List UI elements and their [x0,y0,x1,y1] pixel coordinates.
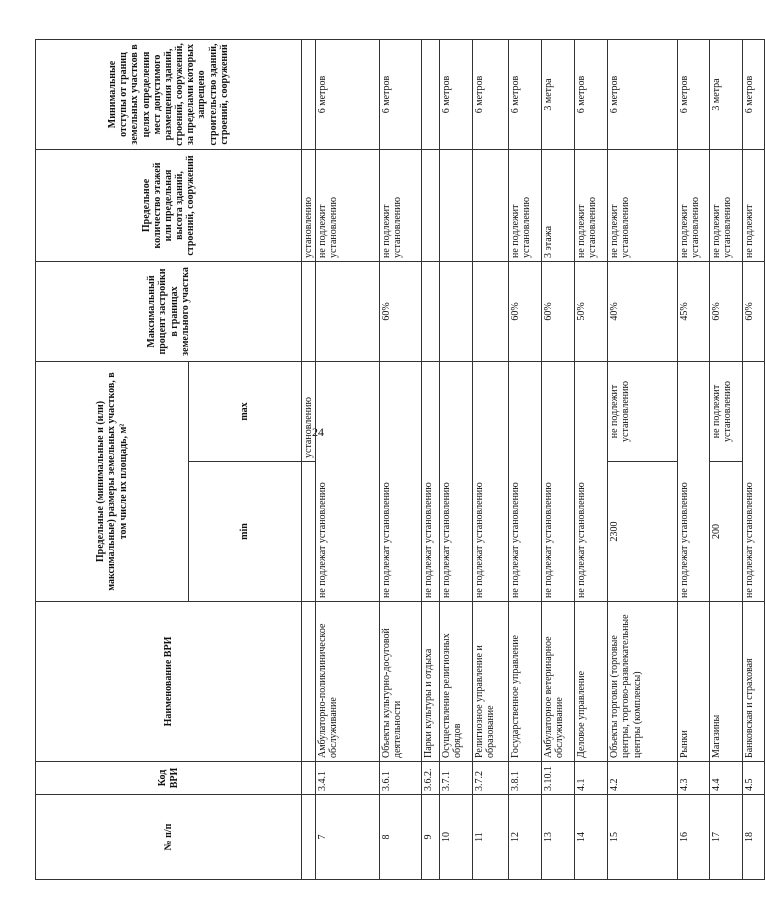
vri-name: Осуществление религиозных обрядов [440,602,473,762]
floors-limit [473,149,509,261]
header-name: Наименование ВРИ [36,602,302,762]
area-range: не подлежат установлению [575,361,608,601]
table-row [380,39,422,879]
setback: 6 метров [380,39,422,149]
setback: 6 метров [509,39,542,149]
vri-name: Объекты культурно-досуговой деятельности [380,602,422,762]
area-min: 200 [710,462,743,602]
setback: 6 метров [678,39,710,149]
setback: 6 метров [743,39,765,149]
floors-limit: не подлежит установлению [678,149,710,261]
header-percent: Максимальный процент застройки в границах земельного участка [36,261,302,361]
header-min: min [189,462,302,602]
rotated-table-container [35,40,756,880]
header-floors: Предельное количество этажей или предельная высота зданий, строений, сооружений [36,149,302,261]
header-num: № п/п [36,795,302,880]
area-range: не подлежат установлению [473,361,509,601]
row-number: 10 [440,795,473,880]
row-number: 11 [473,795,509,880]
row-number: 8 [380,795,422,880]
area-range: не подлежат установлению [422,361,440,601]
row-number: 16 [678,795,710,880]
table-row [509,39,542,879]
header-code: Код ВРИ [36,762,302,795]
row-number: 13 [542,795,575,880]
build-percent: 40% [608,261,678,361]
area-range: не подлежат установлению [542,361,575,601]
table-row [542,39,575,879]
vri-code: 3.7.1 [440,762,473,795]
header-max: max [189,361,302,461]
setback: 6 метров [440,39,473,149]
row-number: 18 [743,795,765,880]
cont-floors: установлению [302,149,316,261]
setback: 6 метров [608,39,678,149]
vri-name: Магазины [710,602,743,762]
area-range: не подлежат установлению [440,361,473,601]
floors-limit: 3 этажа [542,149,575,261]
vri-code: 3.7.2 [473,762,509,795]
area-max: не подлежит установлению [710,361,743,461]
table-row [710,39,743,879]
area-range: не подлежат установлению [509,361,542,601]
build-percent [422,261,440,361]
table-row [575,39,608,879]
vri-code: 3.6.1 [380,762,422,795]
area-range: не подлежат установлению [743,361,765,601]
vri-name: Амбулаторное ветеринарное обслуживание [542,602,575,762]
vri-name: Парки культуры и отдыха [422,602,440,762]
floors-limit [422,149,440,261]
vri-code: 4.1 [575,762,608,795]
floors-limit: не подлежит установлению [509,149,542,261]
vri-code: 4.3 [678,762,710,795]
header-setback: Минимальные отступы от границ земельных участков в целях определения мест допустимого размещения зданий, строений, сооружений, за пределами которых запрещено строительство зданий, строений, сооружений [36,39,302,149]
vri-name: Рынки [678,602,710,762]
build-percent: 60% [509,261,542,361]
area-min: 2300 [608,462,678,602]
header-area-text: Предельные (минимальные и (или) максимальные) размеры земельных участков, в том числе их площадь, м² [95,372,129,591]
floors-limit [440,149,473,261]
build-percent: 60% [380,261,422,361]
header-area [36,361,189,601]
vri-code: 4.5 [743,762,765,795]
row-number: 17 [710,795,743,880]
table-row [316,39,380,879]
build-percent: 50% [575,261,608,361]
vri-name: Религиозное управление и образование [473,602,509,762]
table-row [743,39,765,879]
setback: 3 метра [710,39,743,149]
build-percent: 60% [743,261,765,361]
cont-max: установлению [302,361,316,461]
vri-code: 4.2 [608,762,678,795]
row-number: 14 [575,795,608,880]
setback [422,39,440,149]
row-number: 9 [422,795,440,880]
floors-limit: не подлежит [743,149,765,261]
setback: 6 метров [473,39,509,149]
floors-limit: не подлежит установлению [710,149,743,261]
vri-name: Амбулаторно-поликлиническое обслуживание [316,602,380,762]
table-row [678,39,710,879]
area-max: не подлежит установлению [608,361,678,461]
row-number: 15 [608,795,678,880]
page-number: 24 [312,425,324,439]
setback: 6 метров [316,39,380,149]
vri-name: Банковская и страховая [743,602,765,762]
vri-code: 3.10.1 [542,762,575,795]
build-percent: 60% [710,261,743,361]
area-range: не подлежат установлению [678,361,710,601]
continuation-row [302,39,316,879]
floors-limit: не подлежит установлению [316,149,380,261]
vri-name: Объекты торговли (торговые центры, торгово-развлекательные центры (комплексы) [608,602,678,762]
vri-name: Государственное управление [509,602,542,762]
build-percent: 45% [678,261,710,361]
setback: 6 метров [575,39,608,149]
area-range: не подлежат установлению [380,361,422,601]
vri-code: 3.6.2. [422,762,440,795]
setback: 3 метра [542,39,575,149]
table-row [422,39,440,879]
floors-limit: не подлежит установлению [380,149,422,261]
floors-limit: не подлежит установлению [608,149,678,261]
vri-code: 4.4 [710,762,743,795]
floors-limit: не подлежит установлению [575,149,608,261]
build-percent [316,261,380,361]
build-percent [440,261,473,361]
row-number: 12 [509,795,542,880]
vri-name: Деловое управление [575,602,608,762]
build-percent: 60% [542,261,575,361]
vri-code: 3.8.1 [509,762,542,795]
table-row [608,39,678,879]
table-row [440,39,473,879]
build-percent [473,261,509,361]
row-number: 7 [316,795,380,880]
area-range: не подлежат установлению [316,361,380,601]
regulations-table [35,39,765,880]
vri-code: 3.4.1 [316,762,380,795]
table-body [316,39,765,879]
table-row [473,39,509,879]
